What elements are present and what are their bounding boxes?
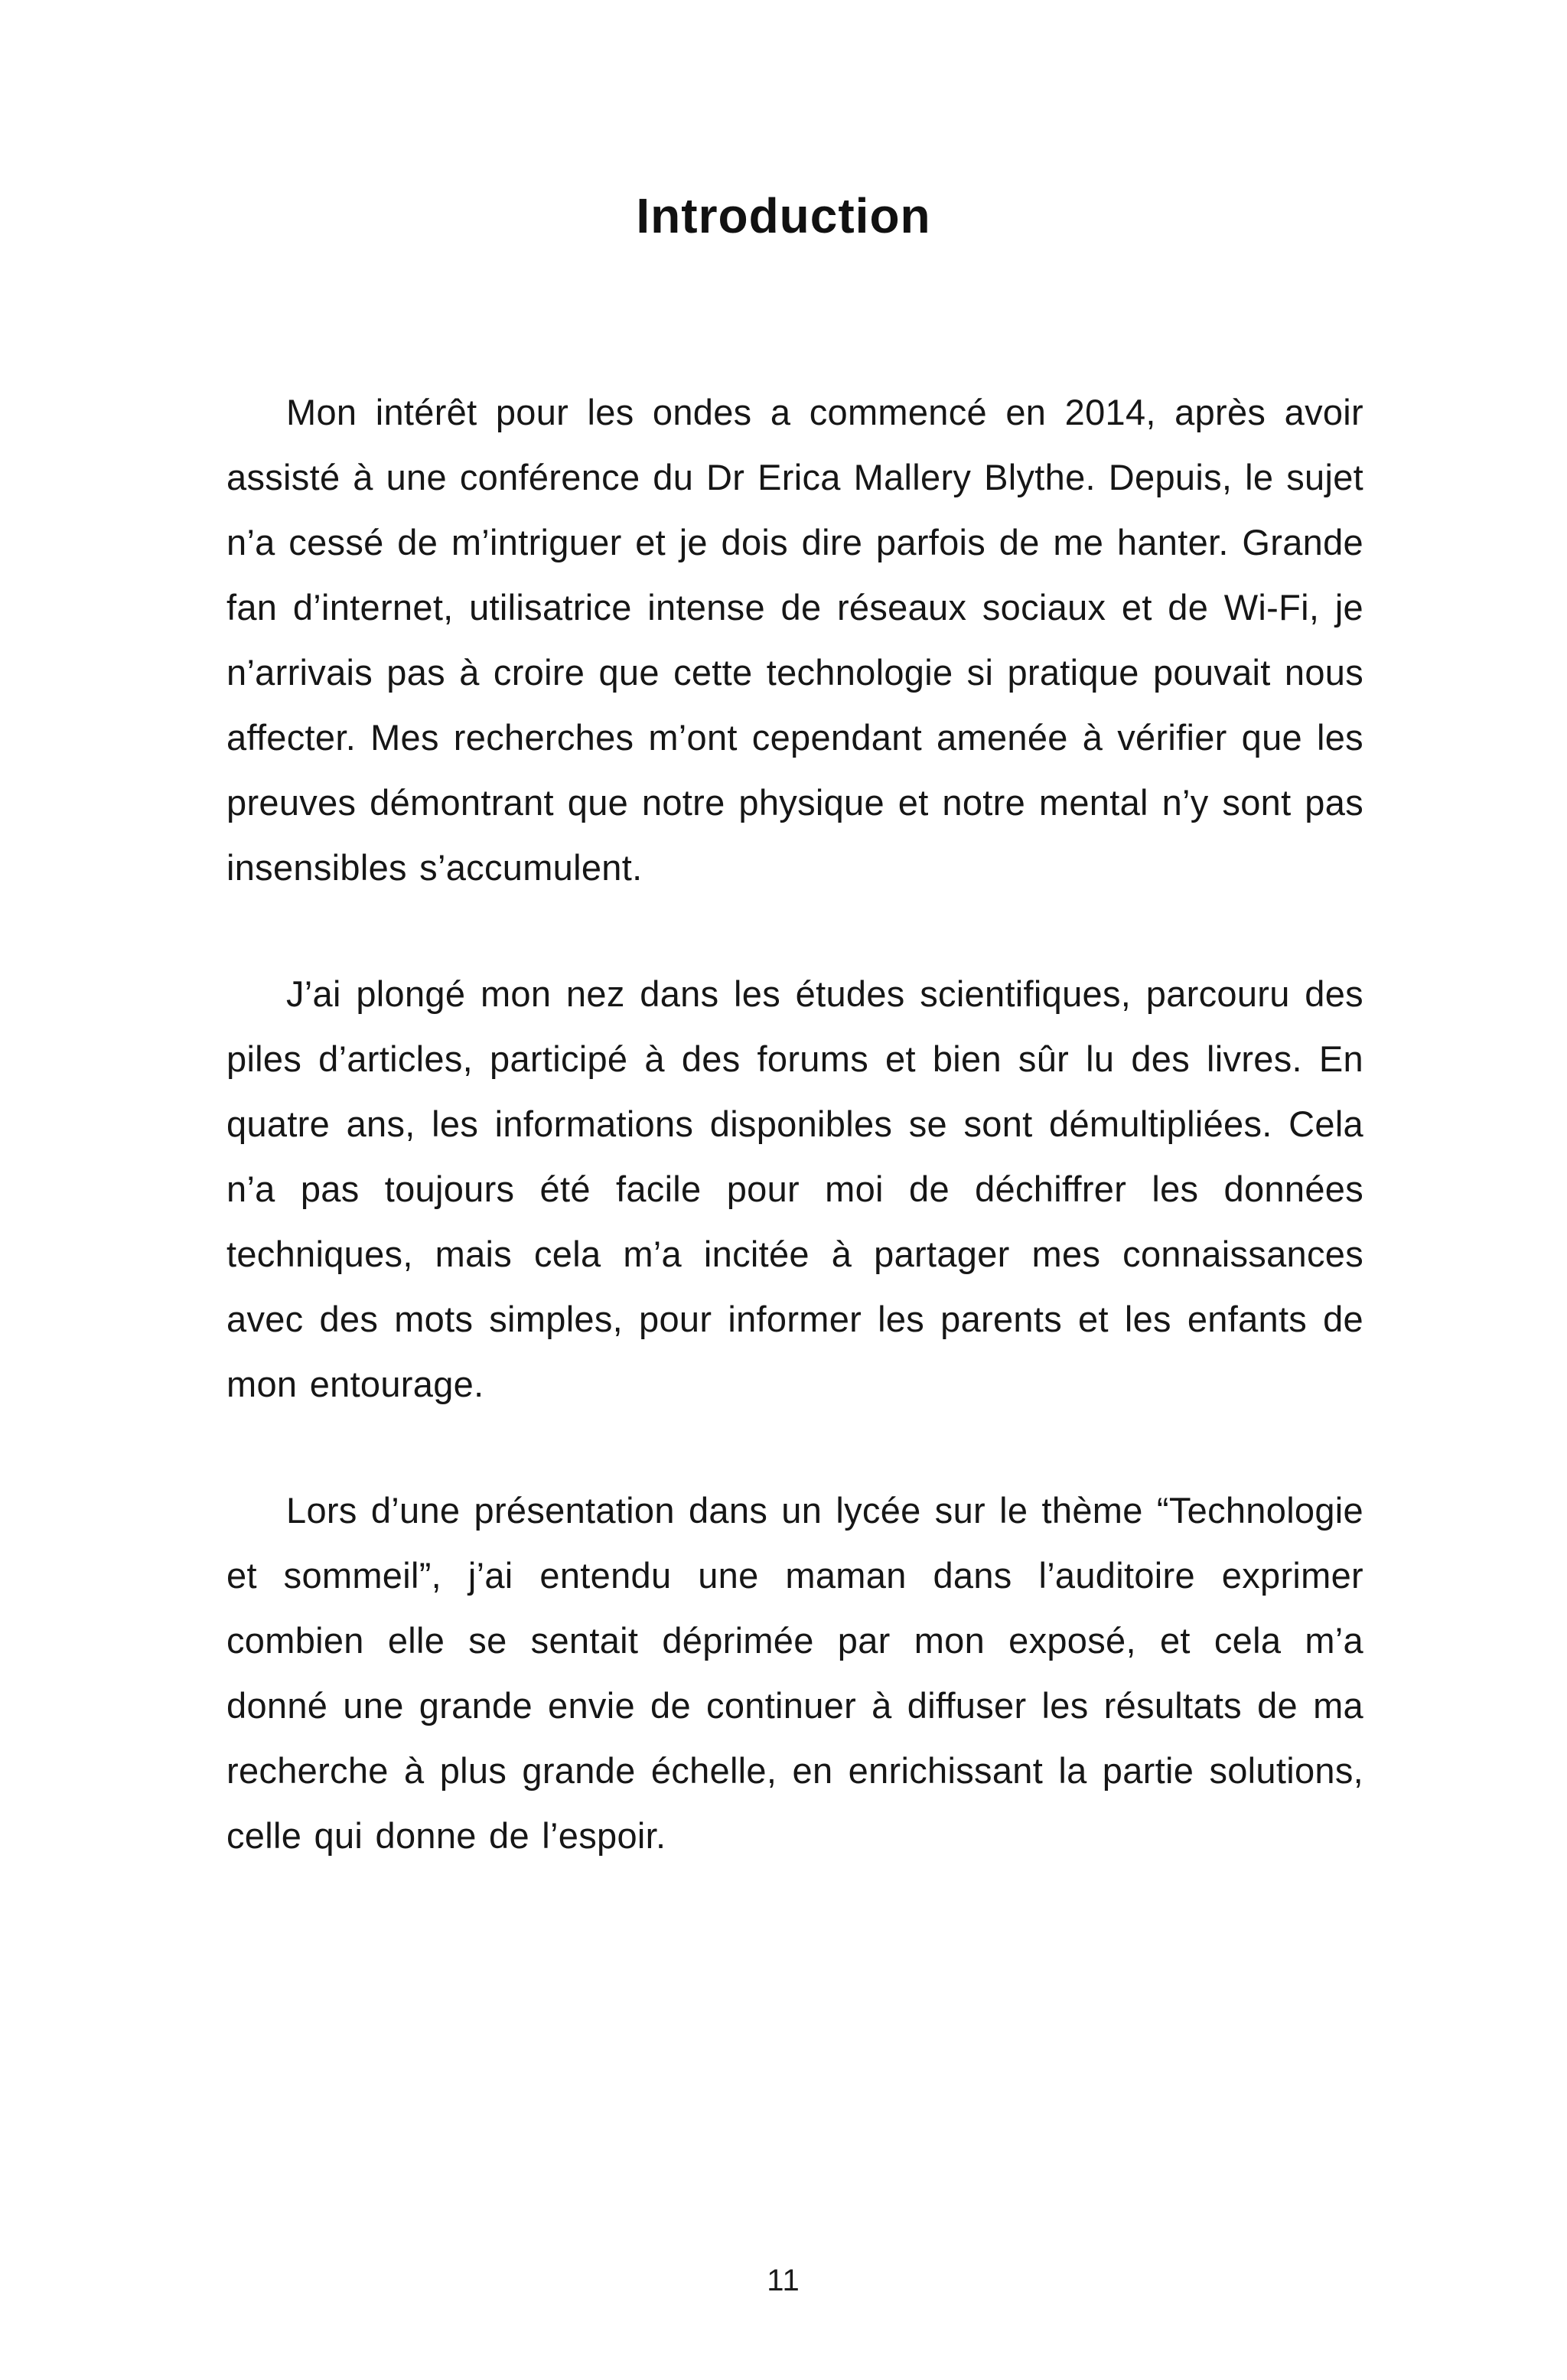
page-number: 11 xyxy=(767,2264,800,2297)
paragraph: J’ai plongé mon nez dans les études scientifiques, parcouru des piles d’articles, participé à des forums et bien sûr lu des livres. En quatre ans, les informations disponibles se sont démultipliées. Cela n’a pas toujours été facile pour moi de déchiffrer les données techniques, mais cela m’a incitée à partager mes connaissances avec des mots simples, pour informer les parents et les enfants de mon entourage. xyxy=(226,973,1363,1404)
paragraph: Mon intérêt pour les ondes a commencé en 2014, après avoir assisté à une conférence du Dr Erica Mallery Blythe. Depuis, le sujet n’a cessé de m’intriguer et je dois dire parfois de me hanter. Grande fan d’internet, utilisatrice intense de réseaux sociaux et de Wi-Fi, je n’arrivais pas à croire que cette technologie si pratique pouvait nous affecter. Mes recherches m’ont cependant amenée à vérifier que les preuves démontrant que notre physique et notre mental n’y sont pas insensibles s’accumulent. xyxy=(226,392,1363,888)
page-title: Introduction xyxy=(636,188,931,243)
page-body xyxy=(226,380,1363,1868)
paragraph: Lors d’une présentation dans un lycée sur le thème “Technologie et sommeil”, j’ai entendu une maman dans l’auditoire exprimer combien elle se sentait déprimée par mon exposé, et cela m’a donné une grande envie de continuer à diffuser les résultats de ma recherche à plus grande échelle, en enrichissant la partie solutions, celle qui donne de l’espoir. xyxy=(226,1490,1363,1856)
